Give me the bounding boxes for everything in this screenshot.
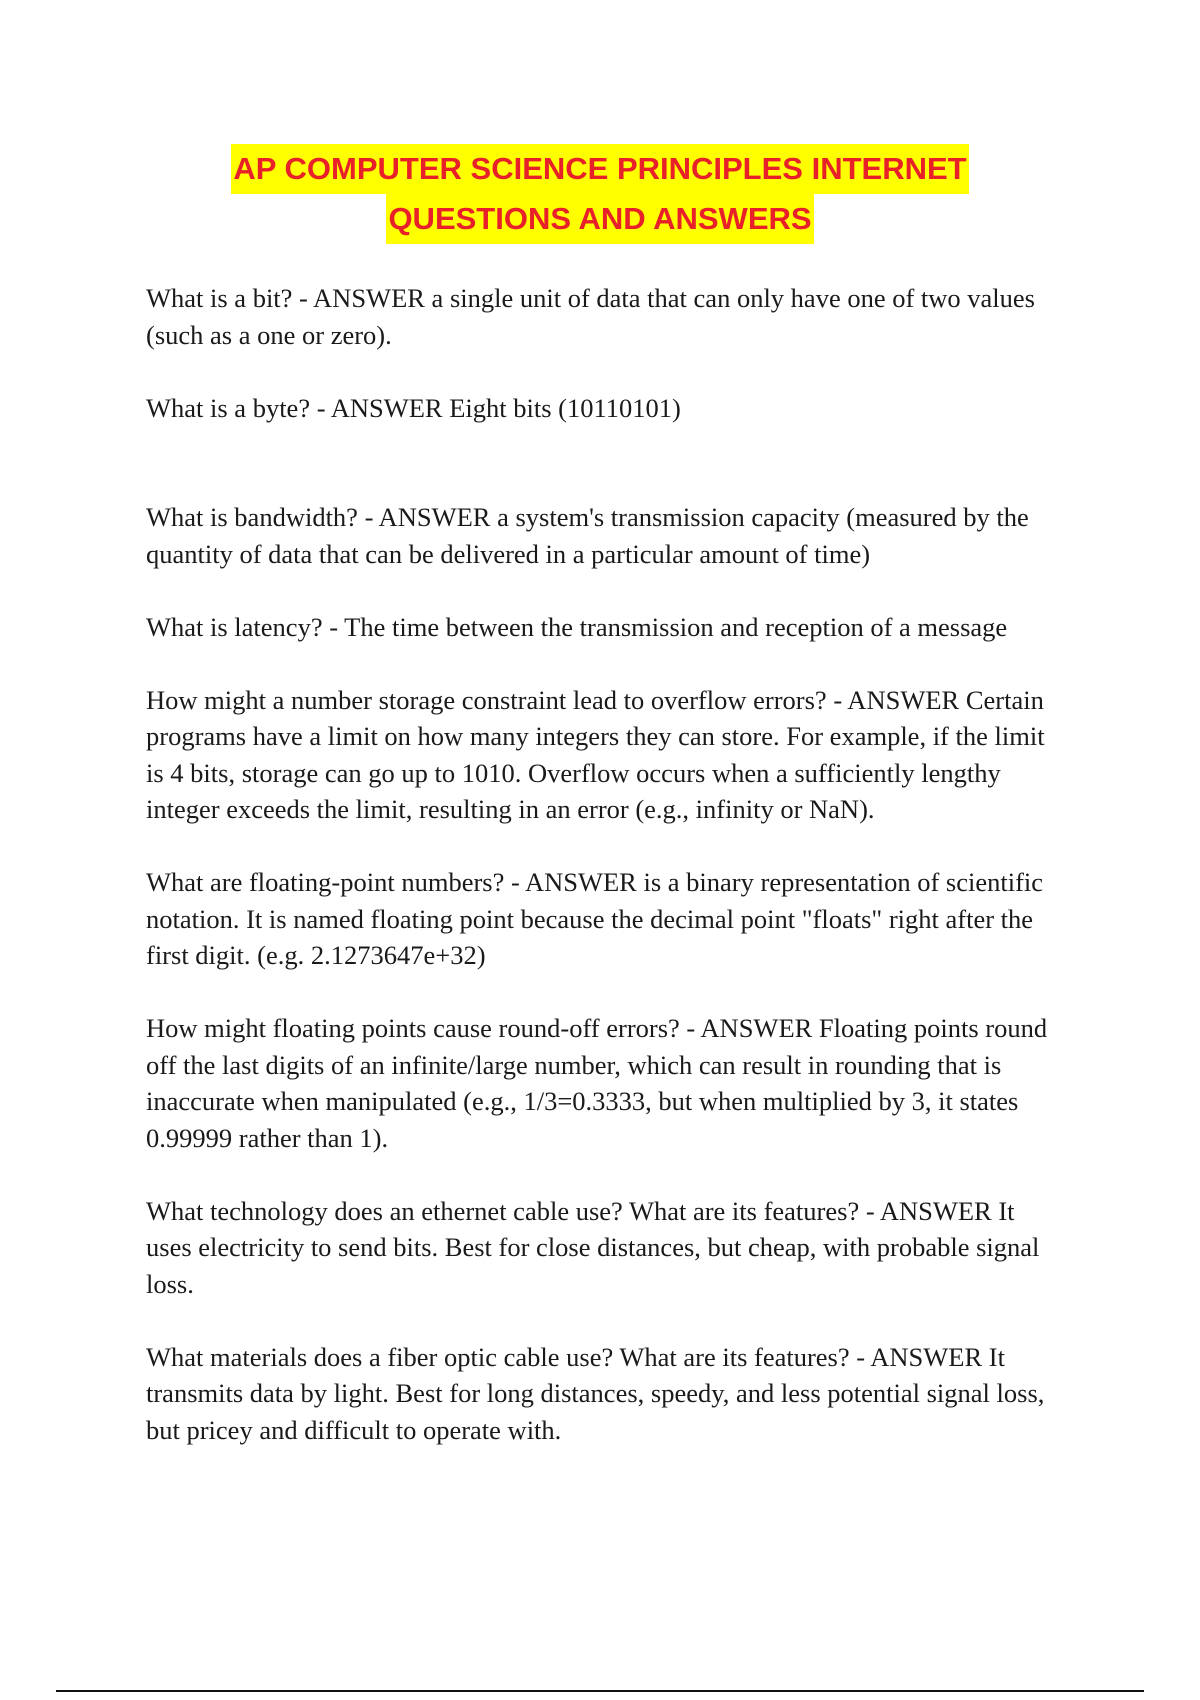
- qa-item-overflow: How might a number storage constraint lead to overflow errors? - ANSWER Certain programs have a limit on how many integers they can store. For example, if the limit is 4 bits, storage can go up to 1010. Overflow occurs when a sufficiently lengthy integer exceeds the limit, resulting in an error (e.g., infinity or NaN).: [146, 684, 1045, 824]
- qa-item-byte: What is a byte? - ANSWER Eight bits (10110101): [146, 392, 681, 423]
- qa-item-latency: What is latency? - The time between the transmission and reception of a message: [146, 611, 1008, 642]
- qa-item-bandwidth: What is bandwidth? - ANSWER a system's transmission capacity (measured by the quantity of data that can be delivered in a particular amount of time): [146, 502, 1029, 569]
- title-line-1: AP COMPUTER SCIENCE PRINCIPLES INTERNET: [231, 144, 968, 194]
- qa-item-round-off: How might floating points cause round-off errors? - ANSWER Floating points round off the last digits of an infinite/large number, which can result in rounding that is inaccurate when manipulated (e.g., 1/3=0.3333, but when multiplied by 3, it states 0.99999 rather than 1).: [146, 1013, 1048, 1153]
- document-title: [0, 144, 1200, 244]
- footer-divider: [56, 1690, 1144, 1692]
- title-line-2: QUESTIONS AND ANSWERS: [386, 194, 813, 244]
- qa-item-ethernet: What technology does an ethernet cable use? What are its features? - ANSWER It uses electricity to send bits. Best for close distances, but cheap, with probable signal loss.: [146, 1195, 1040, 1299]
- qa-item-floating-point: What are floating-point numbers? - ANSWER is a binary representation of scientific notation. It is named floating point because the decimal point "floats" right after the first digit. (e.g. 2.1273647e+32): [146, 867, 1044, 970]
- qa-list: [146, 280, 1066, 1448]
- qa-item-fiber-optic: What materials does a fiber optic cable use? What are its features? - ANSWER It transmits data by light. Best for long distances, speedy, and less potential signal loss, but pricey and difficult to operate with.: [146, 1341, 1045, 1445]
- qa-item-bit: What is a bit? - ANSWER a single unit of data that can only have one of two values (such as a one or zero).: [146, 283, 1035, 350]
